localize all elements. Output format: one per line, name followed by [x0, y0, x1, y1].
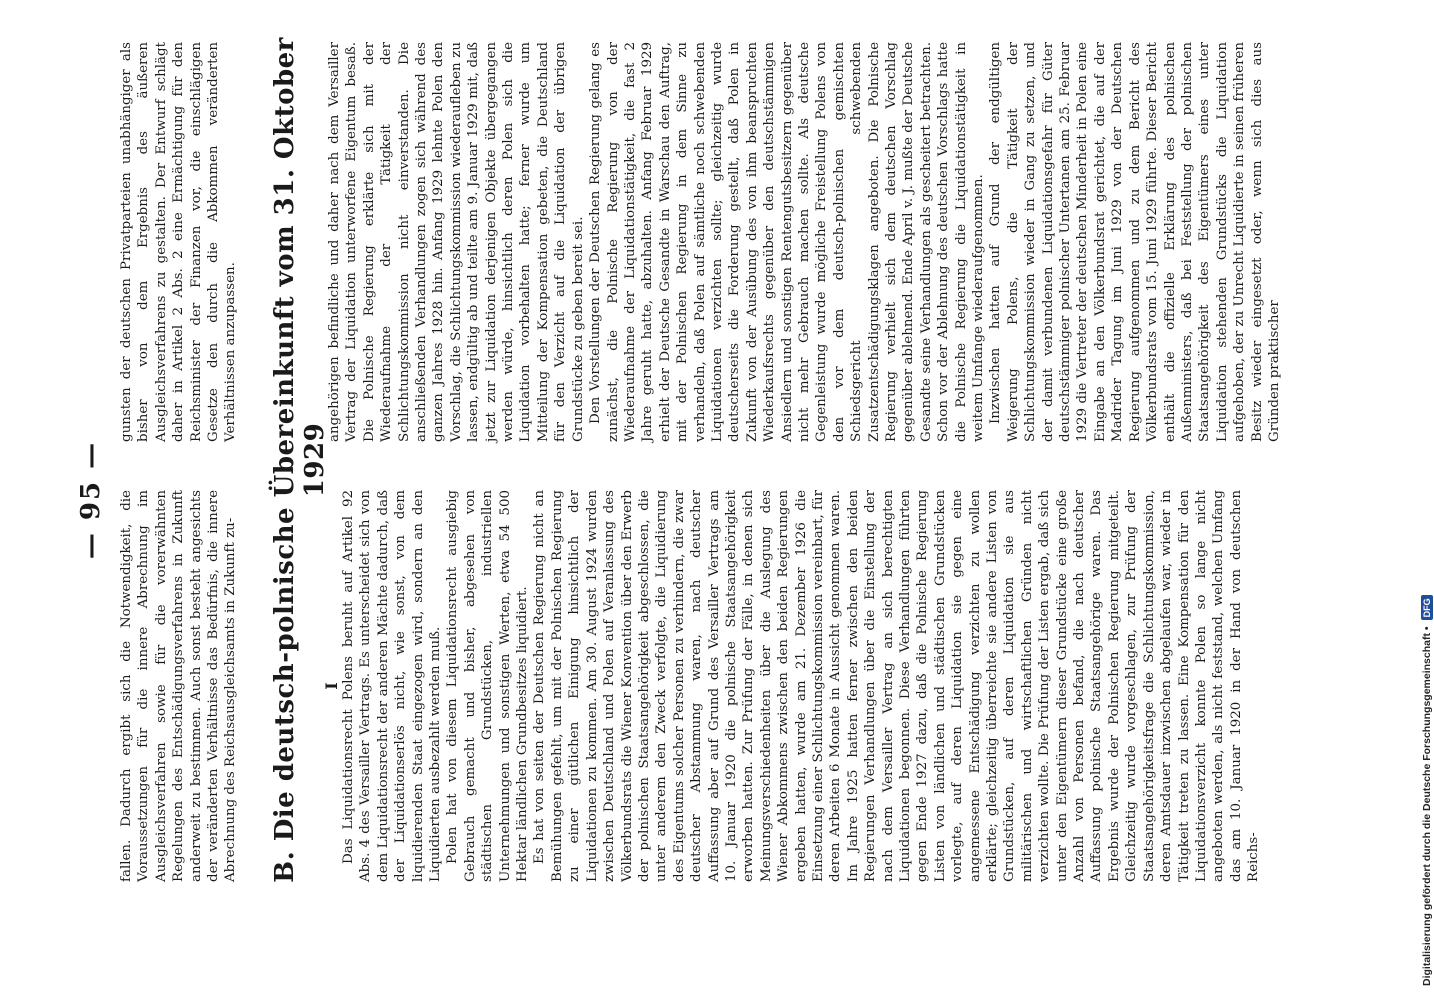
paragraph: gunsten der deutschen Privatparteien unabhängiger als bisher von dem Ergebnis des äußeren Ausgleichsverfahrens zu gestalten. Der Entwurf schlägt daher in Artikel 2 Abs. 2 eine Ermächtigung für den Reichsminister der Finanzen vor, die einschlägigen Gesetze den durch die Abkommen veränderten Verhältnissen anzupassen. — [119, 42, 239, 442]
body-right-column — [326, 42, 1283, 442]
body-left-column — [340, 490, 1263, 882]
paragraph: Den Vorstellungen der Deutschen Regierung gelang es zunächst, die Polnische Regierung von der Wiederaufnahme der Liquidationstätigkeit, die fast 2 Jahre geruht hatte, abzuhalten. Anfang Februar 1929 erhielt der Deutsche Gesandte in Warschau den Auftrag, mit der Polnischen Regierung in dem Sinne zu verhandeln, daß Polen auf sämtliche noch schwebenden Liquidationen verzichten sollte; gleichzeitig wurde deutscherseits die Forderung gestellt, daß Polen in Zukunft von der Ausübung des von ihm beanspruchten Wiederkaufsrechts gegenüber den deutschstämmigen Ansiedlern und sonstigen Rentengutsbesitzern gegenüber nicht mehr Gebrauch machen sollte. Als deutsche Gegenleistung wurde mögliche Freistellung Polens von den vor dem deutsch-polnischen gemischten Schiedsgericht schwebenden Zusatzentschädigungsklagen angeboten. Die Polnische Regierung verhielt sich dem deutschen Vorschlag gegenüber ablehnend. Ende April v. J. mußte der Deutsche Gesandte seine Verhandlungen als gescheitert betrachten. Schon vor der Ablehnung des deutschen Vorschlags hatte die Polnische Regierung die Liquidationstätigkeit in weitem Umfange wiederaufgenommen. — [588, 42, 987, 442]
top-left-column — [118, 490, 240, 882]
paragraph: angehörigen befindliche und daher nach dem Versailler Vertrag der Liquidation unterworfene Eigentum besaß. Die Polnische Regierung erklärte sich mit der Wiederaufnahme der Tätigkeit der Schlichtungskommission nicht einverstanden. Die anschließenden Verhandlungen zogen sich während des ganzen Jahres 1928 hin. Anfang 1929 lehnte Polen den Vorschlag, die Schlichtungskommission wiederaufleben zu lassen, endgültig ab und teilte am 9. Januar 1929 mit, daß jetzt zur Liquidation derjenigen Objekte übergegangen werden würde, hinsichtlich deren Polen sich die Liquidation vorbehalten hatte; ferner wurde um Mitteilung der Kompensation gebeten, die Deutschland für den Verzicht auf die Liquidation der übrigen Grundstücke zu geben bereit sei. — [327, 42, 586, 442]
dfg-logo: DFG — [1421, 595, 1433, 620]
digitization-note-text: Digitalisierung gefördert durch die Deutsche Forschungsgemeinschaft • — [1421, 626, 1433, 986]
paragraph: Inzwischen hatten auf Grund der endgültigen Weigerung Polens, die Tätigkeit der Schlichtungskommission wieder in Gang zu setzen, und der damit verbundenen Liquidationsgefahr für Güter deutschstämmiger polnischer Untertanen am 25. Februar 1929 die Vertreter der deutschen Minderheit in Polen eine Eingabe an den Völkerbundsrat gerichtet, die auf der Madrider Tagung im Juni 1929 von der Deutschen Regierung aufgenommen und zu dem Bericht des Völkerbundsrats vom 15. Juni 1929 führte. Dieser Bericht enthält die offizielle Erklärung des polnischen Außenministers, daß bei Feststellung der polnischen Staatsangehörigkeit des Eigentümers eines unter Liquidation stehenden Grundstücks die Liquidation aufgehoben, der zu Unrecht Liquidierte in seinen früheren Besitz wieder eingesetzt oder, wenn sich dies aus Gründen praktischer — [988, 41, 1282, 442]
section-heading: B. Die deutsch-polnische Übereinkunft vom 31. Oktober 1929 — [270, 37, 330, 883]
paragraph: Es hat von seiten der Deutschen Regierung nicht an Bemühungen gefehlt, um mit der Polnischen Regierung zu einer gütlichen Einigung hinsichtlich der Liquidationen zu kommen. Am 30. August 1924 wurden zwischen Deutschland und Polen auf Veranlassung des Völkerbundsrats die Wiener Konvention über den Erwerb der polnischen Staatsangehörigkeit abgeschlossen, die unter anderem den Zweck verfolgte, die Liquidierung des Eigentums solcher Personen zu verhindern, die zwar deutscher Abstammung waren, nach deutscher Auffassung aber auf Grund des Versailler Vertrags am 10. Januar 1920 die polnische Staatsangehörigkeit erworben hatten. Zur Prüfung der Fälle, in denen sich Meinungsverschiedenheiten über die Auslegung des Wiener Abkommens zwischen den beiden Regierungen ergeben hatten, wurde am 21. Dezember 1926 die Einsetzung einer Schlichtungskommission vereinbart, für deren Arbeiten 6 Monate in Aussicht genommen waren. Im Jahre 1925 hatten ferner zwischen den beiden Regierungen Verhandlungen über die Einstellung der nach dem Versailler Vertrag an sich berechtigten Liquidationen begonnen. Diese Verhandlungen führten gegen Ende 1927 dazu, daß die Polnische Regierung Listen von ländlichen und städtischen Grundstücken vorlegte, auf deren Liquidation sie gegen eine angemessene Entschädigung verzichten zu wollen erklärte; gleichzeitig überreichte sie andere Listen von Grundstücken, auf deren Liquidation sie aus militärischen und wirtschaftlichen Gründen nicht verzichten wollte. Die Prüfung der Listen ergab, daß sich unter den Eigentümern dieser Grundstücke eine große Anzahl von Personen befand, die nach deutscher Auffassung polnische Staatsangehörige waren. Das Ergebnis wurde der Polnischen Regierung mitgeteilt. Gleichzeitig wurde vorgeschlagen, zur Prüfung der Staatsangehörigkeitsfrage die Schlichtungskommission, deren Amtsdauer inzwischen abgelaufen war, wieder in Tätigkeit treten zu lassen. Eine Kompensation für den Liquidationsverzicht konnte Polen so lange nicht angeboten werden, als nicht feststand, welchen Umfang das am 10. Januar 1920 in der Hand von deutschen Reichs- — [532, 490, 1262, 882]
page-number: — 95 — — [76, 440, 106, 560]
paragraph: fallen. Dadurch ergibt sich die Notwendigkeit, die Voraussetzungen für die innere Abrechnung im Ausgleichsverfahren sowie für die vorerwähnten Regelungen des Entschädigungsverfahrens in Zukunft anderweit zu bestimmen. Auch sonst besteht angesichts der veränderten Verhältnisse das Bedürfnis, die innere Abrechnung des Reichsausgleichsamts in Zukunft zu- — [119, 490, 239, 882]
digitization-note — [1420, 0, 1434, 1000]
paragraph: Das Liquidationsrecht Polens beruht auf Artikel 92 Abs. 4 des Versailler Vertrags. Es unterscheidet sich von dem Liquidationsrecht der anderen Mächte dadurch, daß der Liquidationserlös nicht, wie sonst, von dem liquidierenden Staat eingezogen wird, sondern an den Liquidierten ausbezahlt werden muß. — [341, 490, 444, 882]
top-right-column — [118, 42, 240, 442]
section-roman-numeral: I — [322, 682, 341, 690]
paragraph: Polen hat von diesem Liquidationsrecht ausgiebig Gebrauch gemacht und bisher, abgesehen von städtischen Grundstücken, industriellen Unternehmungen und sonstigen Werten, etwa 54 500 Hektar ländlichen Grundbesitzes liquidiert. — [445, 490, 531, 882]
